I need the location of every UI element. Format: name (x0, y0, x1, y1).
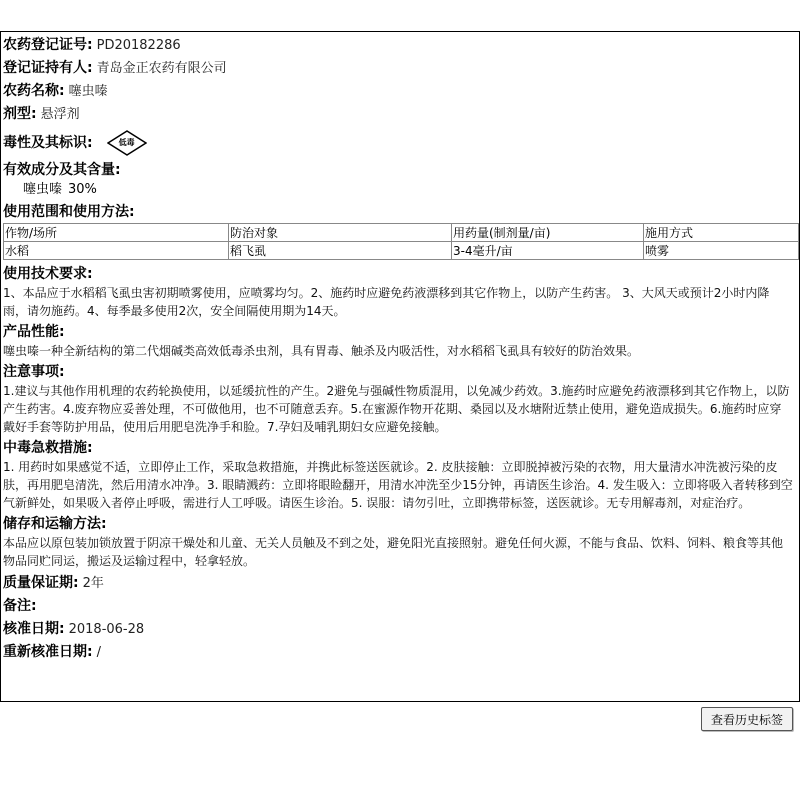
holder-value: 青岛金正农药有限公司 (96, 61, 227, 76)
label-detail-panel (0, 31, 800, 702)
active-ingredient-content: 30% (68, 182, 97, 197)
usage-label: 使用范围和使用方法: (3, 204, 135, 220)
pesticide-name-value: 噻虫嗪 (68, 84, 108, 99)
view-history-label-button[interactable]: 查看历史标签 (701, 707, 793, 731)
usage-table (3, 223, 799, 260)
registration-no-row (3, 34, 797, 57)
usage-cell-method: 喷雾 (644, 242, 799, 260)
reapproval-date-label: 重新核准日期: (3, 644, 93, 660)
technical-text: 1、本品应于水稻稻飞虱虫害初期喷雾使用，应喷雾均匀。2、施药时应避免药液漂移到其它作物上，以防产生药害。 3、大风天或预计2小时内降雨，请勿施药。4、每季最多使用2次，安全间隔使用期为14天。 (3, 286, 770, 318)
reapproval-date-value: / (96, 645, 101, 660)
remarks-row (3, 595, 797, 618)
first-aid-label: 中毒急救措施: (3, 440, 93, 456)
diamond-icon (107, 130, 147, 156)
pesticide-name-label: 农药名称: (3, 83, 65, 99)
shelf-life-row (3, 572, 797, 595)
usage-table-header (4, 224, 799, 242)
reapproval-date-row (3, 641, 797, 664)
approval-date-row (3, 618, 797, 641)
shelf-life-label: 质量保证期: (3, 575, 79, 591)
shelf-life-value: 2年 (82, 576, 104, 591)
registration-no-value: PD20182286 (96, 38, 181, 53)
registration-no-label: 农药登记证号: (3, 37, 93, 53)
active-ingredient-label: 有效成分及其含量: (3, 162, 121, 178)
toxicity-badge: 低毒 (118, 138, 135, 147)
storage-text: 本品应以原包装加锁放置于阴凉干燥处和儿童、无关人员触及不到之处，避免阳光直接照射。避免任何火源，不能与食品、饮料、饲料、粮食等其他物品同贮同运，搬运及运输过程中，轻拿轻放。 (3, 536, 784, 568)
approval-date-value: 2018-06-28 (68, 622, 145, 637)
performance-label: 产品性能: (3, 324, 65, 340)
precautions-text: 1.建议与其他作用机理的农药轮换使用，以延缓抗性的产生。2避免与强碱性物质混用，以免减少药效。3.施药时应避免药液漂移到其它作物上，以防产生药害。4.废弃物应妥善处理，不可做他用，也不可随意丢弃。5.在蜜源作物开花期、桑园以及水塘附近禁止使用，避免造成损失。6.施药时应穿戴好手套等防护用品，使用后用肥皂洗净手和脸。7.孕妇及哺乳期妇女应避免接触。 (3, 384, 790, 434)
usage-cell-dosage: 3-4毫升/亩 (452, 242, 644, 260)
performance-text: 噻虫嗪一种全新结构的第二代烟碱类高效低毒杀虫剂，具有胃毒、触杀及内吸活性，对水稻稻飞虱具有较好的防治效果。 (3, 344, 640, 358)
formulation-label: 剂型: (3, 106, 37, 122)
holder-label: 登记证持有人: (3, 60, 93, 76)
usage-cell-crop: 水稻 (4, 242, 229, 260)
first-aid-text: 1. 用药时如果感觉不适，立即停止工作，采取急救措施，并携此标签送医就诊。2. 皮肤接触：立即脱掉被污染的衣物，用大量清水冲洗被污染的皮肤，再用肥皂清洗，然后用清水冲净。3. 眼睛溅药：立即将眼睑翻开，用清水冲洗至少15分钟，再请医生诊治。4. 发生吸入：立即将吸入者转移到空气新鲜处，如果吸入者停止呼吸，需进行人工呼吸。请医生诊治。5. 误服：请勿引吐，立即携带标签，送医就诊。无专用解毒剂，对症治疗。 (3, 460, 793, 510)
table-row (4, 242, 799, 260)
toxicity-label: 毒性及其标识: (3, 135, 93, 151)
toxicity-row (3, 126, 797, 160)
formulation-row (3, 103, 797, 126)
formulation-value: 悬浮剂 (40, 107, 80, 122)
storage-label: 储存和运输方法: (3, 516, 107, 532)
holder-row (3, 57, 797, 80)
usage-header-crop: 作物/场所 (4, 224, 229, 242)
approval-date-label: 核准日期: (3, 621, 65, 637)
technical-label: 使用技术要求: (3, 266, 93, 282)
usage-cell-target: 稻飞虱 (229, 242, 452, 260)
usage-header-dosage: 用药量(制剂量/亩) (452, 224, 644, 242)
active-ingredient-item (3, 180, 797, 200)
remarks-label: 备注: (3, 598, 37, 614)
active-ingredient-name: 噻虫嗪 (23, 182, 63, 197)
usage-header-method: 施用方式 (644, 224, 799, 242)
pesticide-name-row (3, 80, 797, 103)
precautions-label: 注意事项: (3, 364, 65, 380)
usage-header-target: 防治对象 (229, 224, 452, 242)
